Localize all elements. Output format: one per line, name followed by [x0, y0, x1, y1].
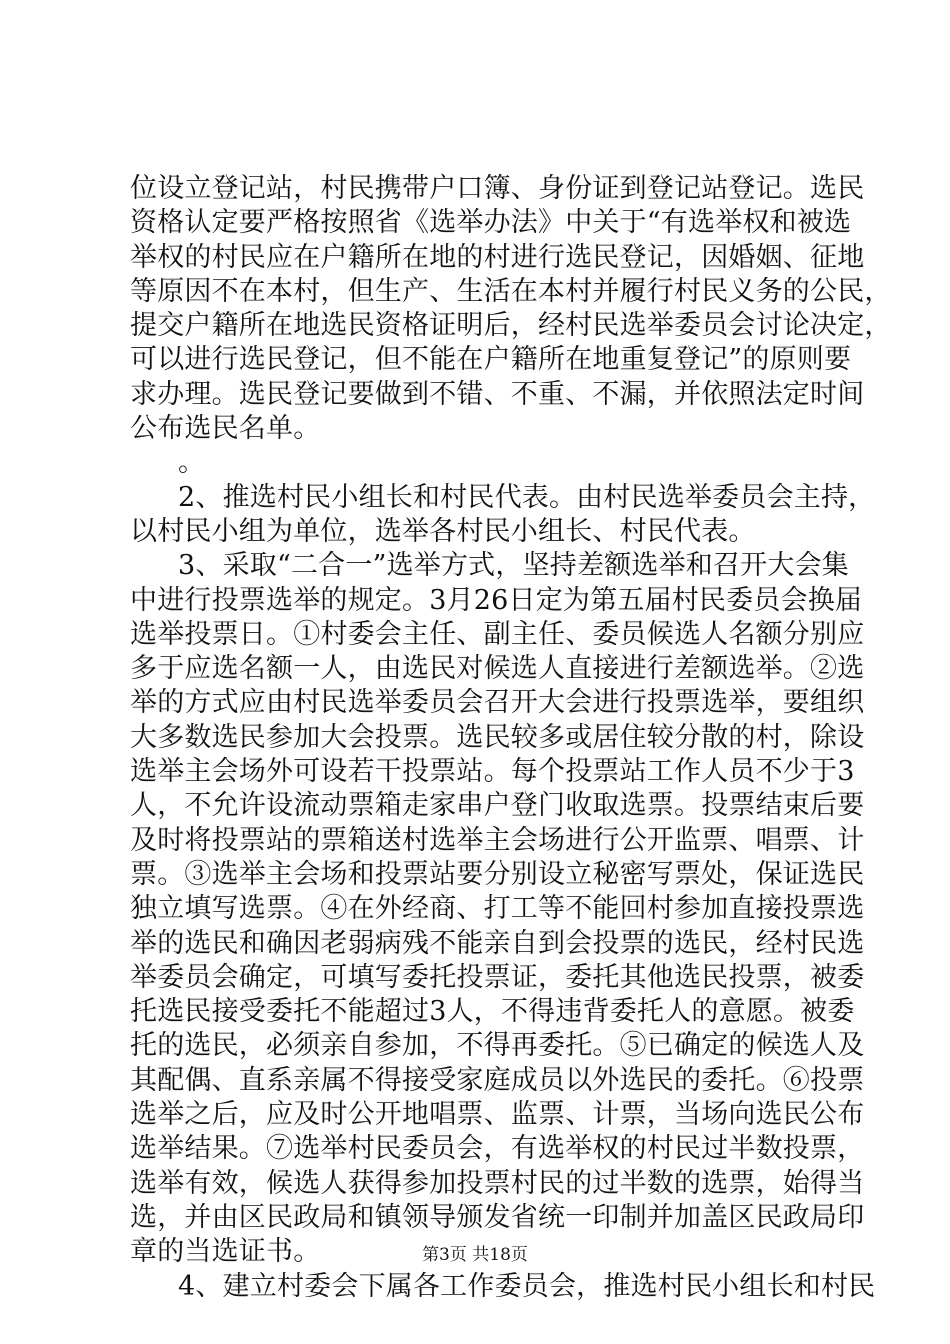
text-line: 以村民小组为单位，选举各村民小组长、村民代表。 [130, 515, 756, 547]
text-line: 托的选民，必须亲自参加，不得再委托。⑤已确定的候选人及 [130, 1030, 865, 1062]
text-line: 票。③选举主会场和投票站要分别设立秘密写票处，保证选民 [130, 858, 865, 890]
text-line: 选举结果。⑦选举村民委员会，有选举权的村民过半数投票， [130, 1133, 865, 1165]
text-line: 托选民接受委托不能超过3人，不得违背委托人的意愿。被委 [130, 996, 855, 1028]
text-line: 多于应选名额一人，由选民对候选人直接进行差额选举。②选 [130, 653, 865, 685]
text-line: 选举主会场外可设若干投票站。每个投票站工作人员不少于3 [130, 756, 855, 788]
text-line: 选举投票日。①村委会主任、副主任、委员候选人名额分别应 [130, 618, 865, 650]
text-line: 求办理。选民登记要做到不错、不重、不漏，并依照法定时间 [130, 378, 865, 410]
text-line: 举权的村民应在户籍所在地的村进行选民登记，因婚姻、征地 [130, 241, 865, 273]
text-line: 人，不允许设流动票箱走家串户登门收取选票。投票结束后要 [130, 790, 865, 822]
text-line: 举的方式应由村民选举委员会召开大会进行投票选举，要组织 [130, 687, 865, 719]
text-line: 。 [178, 447, 206, 479]
text-line: 及时将投票站的票箱送村选举主会场进行公开监票、唱票、计 [130, 824, 865, 856]
document-body [130, 172, 892, 1304]
text-line: 4、建立村委会下属各工作委员会，推选村民小组长和村民 [178, 1270, 876, 1302]
page-footer: 第3页 共18页 [422, 1245, 528, 1265]
text-line: 3、采取“二合一”选举方式，坚持差额选举和召开大会集 [178, 550, 849, 582]
text-line: 资格认定要严格按照省《选举办法》中关于“有选举权和被选 [130, 207, 852, 239]
text-line: 选，并由区民政局和镇领导颁发省统一印制并加盖区民政局印 [130, 1201, 865, 1233]
text-line: 举的选民和确因老弱病残不能亲自到会投票的选民，经村民选 [130, 927, 865, 959]
text-line: 位设立登记站，村民携带户口簿、身份证到登记站登记。选民 [130, 173, 865, 204]
text-line: 独立填写选票。④在外经商、打工等不能回村参加直接投票选 [130, 893, 865, 925]
text-line: 提交户籍所在地选民资格证明后，经村民选举委员会讨论决定， [130, 310, 892, 342]
text-line: 举委员会确定，可填写委托投票证，委托其他选民投票，被委 [130, 961, 865, 993]
text-line: 可以进行选民登记，但不能在户籍所在地重复登记”的原则要 [130, 344, 852, 376]
text-line: 选举有效，候选人获得参加投票村民的过半数的选票，始得当 [130, 1167, 865, 1199]
text-line: 其配偶、直系亲属不得接受家庭成员以外选民的委托。⑥投票 [130, 1064, 865, 1096]
text-line: 选举之后，应及时公开地唱票、监票、计票，当场向选民公布 [130, 1099, 865, 1131]
text-line: 等原因不在本村，但生产、生活在本村并履行村民义务的公民， [130, 275, 892, 307]
text-line: 大多数选民参加大会投票。选民较多或居住较分散的村，除设 [130, 721, 865, 753]
text-line: 公布选民名单。 [130, 413, 321, 445]
text-line: 中进行投票选举的规定。3月26日定为第五届村民委员会换届 [130, 584, 863, 616]
text-line: 章的当选证书。 [130, 1236, 321, 1268]
text-line: 2、推选村民小组长和村民代表。由村民选举委员会主持， [178, 481, 876, 513]
